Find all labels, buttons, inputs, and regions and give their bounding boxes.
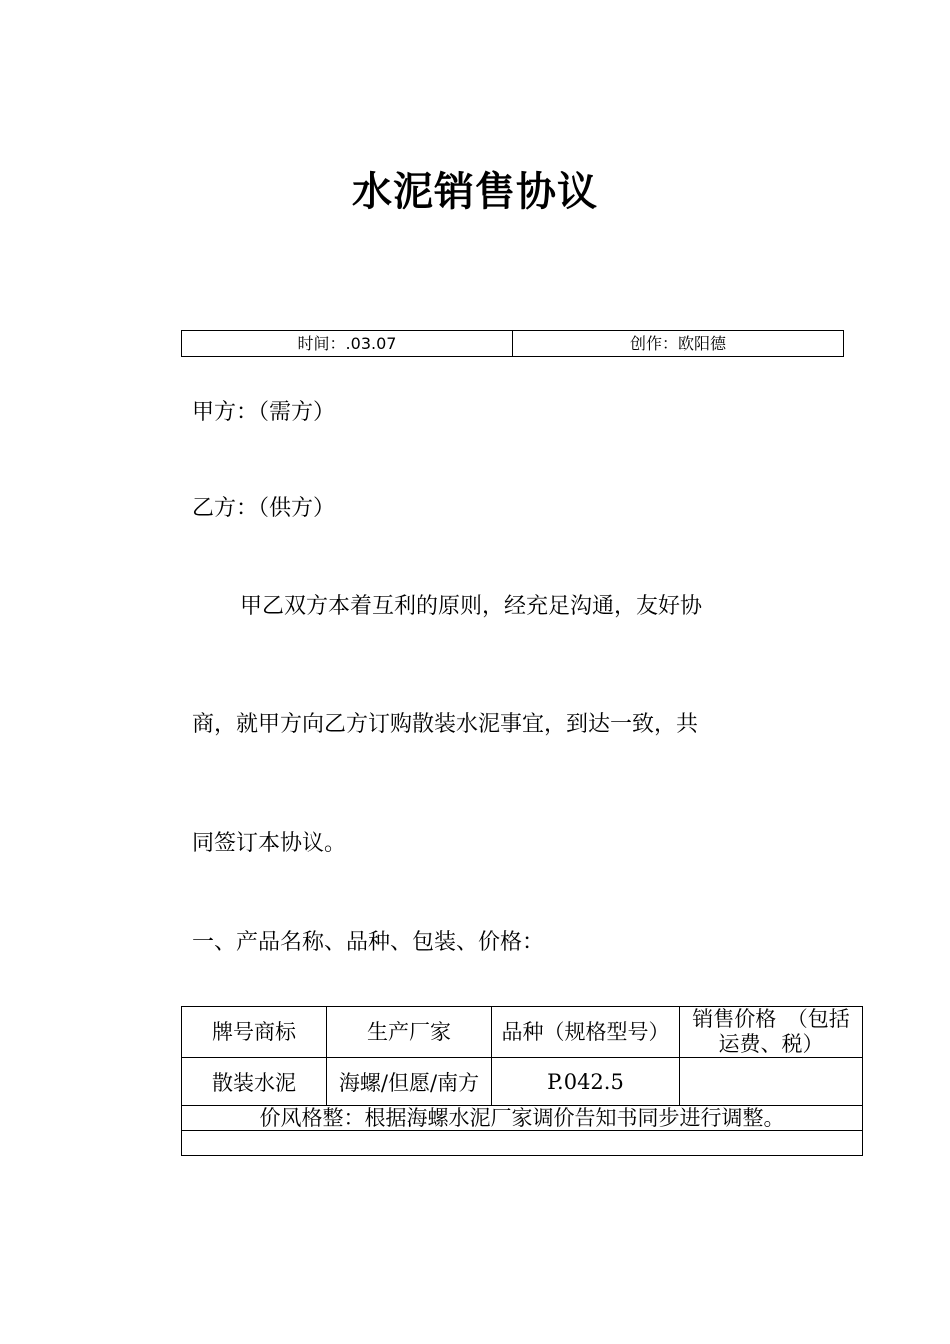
party-a: 甲方：（需方） [192, 400, 336, 425]
party-b: 乙方：（供方） [192, 496, 336, 521]
body-line-2: 商，就甲方向乙方订购散装水泥事宜，到达一致，共 [192, 712, 699, 737]
cell-variety: P.042.5 [492, 1058, 680, 1106]
header-brand: 牌号商标 [182, 1007, 327, 1058]
body-line-3: 同签订本协议。 [192, 831, 347, 856]
body-line-1: 甲乙双方本着互利的原则，经充足沟通，友好协 [240, 594, 703, 619]
table-row [182, 1058, 863, 1106]
cell-brand: 散装水泥 [182, 1058, 327, 1106]
table-header-row [182, 1007, 863, 1058]
table-empty-row [182, 1131, 863, 1156]
empty-cell [182, 1131, 863, 1156]
header-price: 销售价格 （包括运费、税） [680, 1007, 863, 1058]
cell-manufacturer: 海螺/但愿/南方 [327, 1058, 492, 1106]
meta-time: 时间：.03.07 [182, 331, 513, 357]
cell-price [680, 1058, 863, 1106]
document-title: 水泥销售协议 [352, 169, 598, 215]
header-manufacturer: 生产厂家 [327, 1007, 492, 1058]
section-heading-1: 一、产品名称、品种、包装、价格： [192, 930, 545, 955]
meta-table [181, 330, 844, 357]
meta-author: 创作：欧阳德 [513, 331, 844, 357]
product-table [181, 1006, 863, 1156]
price-adjustment-note: 价风格整：根据海螺水泥厂家调价告知书同步进行调整。 [182, 1106, 863, 1131]
header-variety: 品种（规格型号） [492, 1007, 680, 1058]
table-note-row [182, 1106, 863, 1131]
